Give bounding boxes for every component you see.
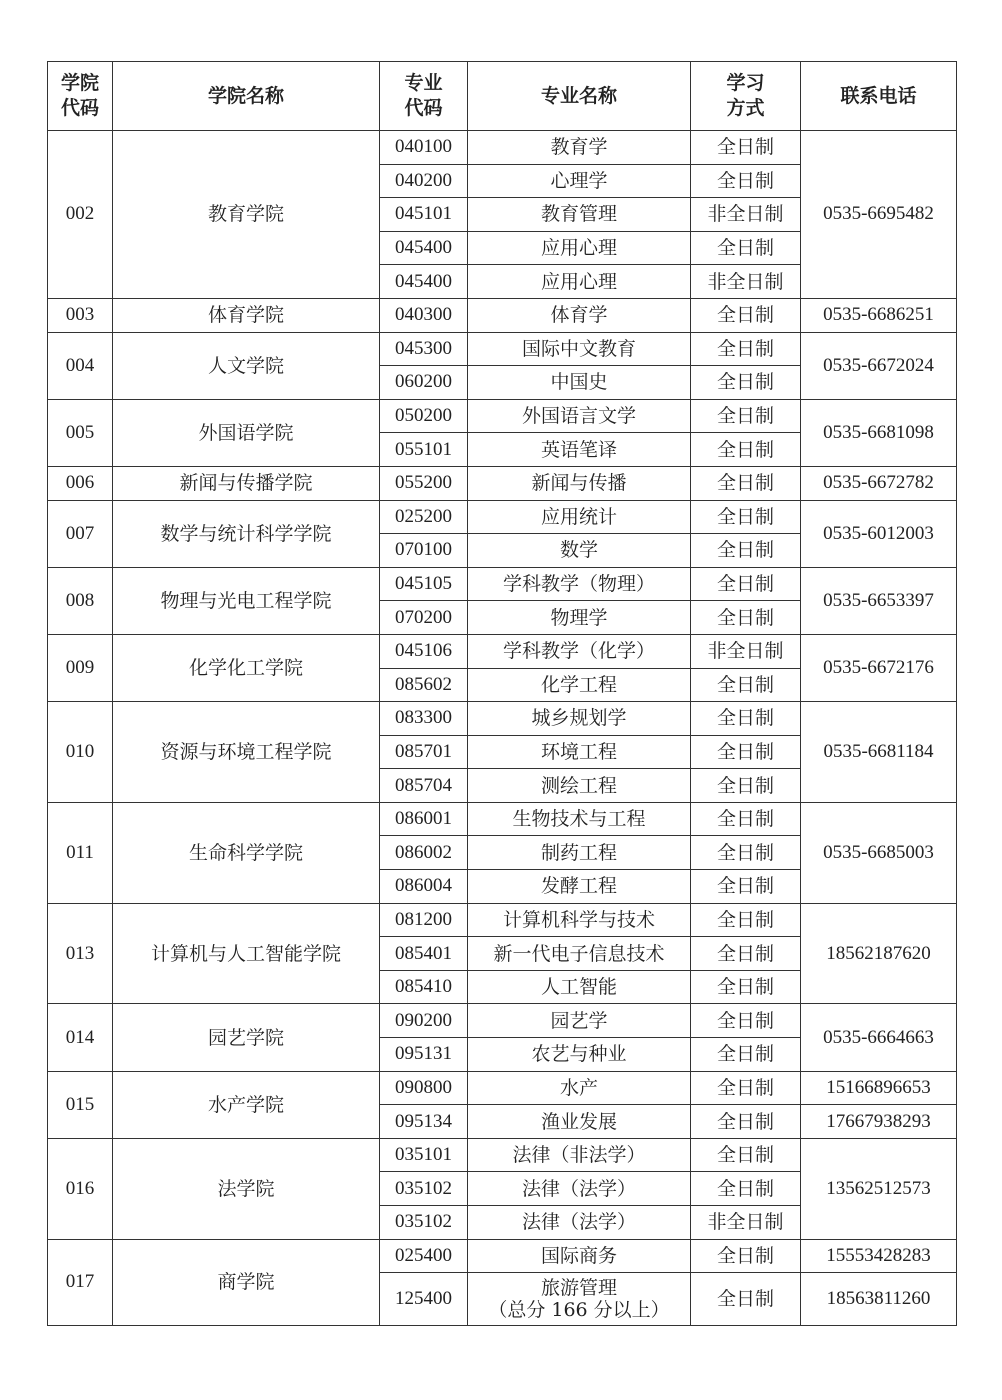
- college-name-cell: 计算机与人工智能学院: [113, 903, 380, 1004]
- study-mode-cell: 全日制: [691, 433, 801, 467]
- study-mode-cell: 全日制: [691, 500, 801, 534]
- phone-cell: 0535-6012003: [801, 500, 957, 567]
- major-name-cell: 制药工程: [468, 836, 691, 870]
- study-mode-cell: 全日制: [691, 1038, 801, 1072]
- college-name-cell: 数学与统计科学学院: [113, 500, 380, 567]
- college-code-cell: 011: [48, 802, 113, 903]
- study-mode-cell: 全日制: [691, 466, 801, 500]
- study-mode-cell: 全日制: [691, 702, 801, 736]
- college-code-cell: 003: [48, 298, 113, 332]
- college-code-cell: 002: [48, 131, 113, 299]
- major-code-cell: 035102: [380, 1172, 468, 1206]
- major-name-cell: 英语笔译: [468, 433, 691, 467]
- phone-cell: 0535-6685003: [801, 802, 957, 903]
- study-mode-cell: 全日制: [691, 870, 801, 904]
- college-code-cell: 006: [48, 466, 113, 500]
- study-mode-cell: 全日制: [691, 802, 801, 836]
- header-college-code: 学院 代码: [48, 62, 113, 131]
- study-mode-cell: 全日制: [691, 970, 801, 1004]
- header-row: [48, 62, 957, 131]
- table-row: [48, 802, 957, 836]
- college-name-cell: 水产学院: [113, 1071, 380, 1138]
- major-name-cell: 教育管理: [468, 198, 691, 232]
- major-code-cell: 045105: [380, 567, 468, 601]
- major-code-cell: 045300: [380, 332, 468, 366]
- major-name-cell: 城乡规划学: [468, 702, 691, 736]
- major-code-cell: 083300: [380, 702, 468, 736]
- study-mode-cell: 全日制: [691, 1004, 801, 1038]
- college-name-cell: 园艺学院: [113, 1004, 380, 1071]
- study-mode-cell: 全日制: [691, 164, 801, 198]
- study-mode-cell: 非全日制: [691, 198, 801, 232]
- college-name-cell: 外国语学院: [113, 399, 380, 466]
- major-name-cell: 心理学: [468, 164, 691, 198]
- major-name-cell: 应用心理: [468, 265, 691, 299]
- table-row: [48, 1071, 957, 1105]
- major-name-cell: 学科教学（化学）: [468, 634, 691, 668]
- table-row: [48, 131, 957, 165]
- phone-cell: 0535-6672176: [801, 634, 957, 701]
- major-name-cell: 新一代电子信息技术: [468, 937, 691, 971]
- major-code-cell: 095131: [380, 1038, 468, 1072]
- phone-cell: 0535-6695482: [801, 131, 957, 299]
- table-row: [48, 567, 957, 601]
- major-code-cell: 045400: [380, 265, 468, 299]
- college-name-cell: 商学院: [113, 1239, 380, 1326]
- study-mode-cell: 全日制: [691, 1105, 801, 1139]
- phone-cell: 13562512573: [801, 1138, 957, 1239]
- major-code-cell: 050200: [380, 399, 468, 433]
- study-mode-cell: 全日制: [691, 131, 801, 165]
- major-code-cell: 040200: [380, 164, 468, 198]
- table-row: [48, 634, 957, 668]
- major-code-cell: 045106: [380, 634, 468, 668]
- major-code-cell: 060200: [380, 366, 468, 400]
- college-code-cell: 009: [48, 634, 113, 701]
- college-code-cell: 017: [48, 1239, 113, 1326]
- study-mode-cell: 全日制: [691, 937, 801, 971]
- major-name-cell: 新闻与传播: [468, 466, 691, 500]
- phone-cell: 18562187620: [801, 903, 957, 1004]
- major-code-cell: 125400: [380, 1273, 468, 1326]
- major-name-cell: 外国语言文学: [468, 399, 691, 433]
- college-name-cell: 法学院: [113, 1138, 380, 1239]
- major-name-cell: 法律（法学）: [468, 1206, 691, 1240]
- major-name-cell: 应用统计: [468, 500, 691, 534]
- major-name-cell: 环境工程: [468, 735, 691, 769]
- major-name-cell: 学科教学（物理）: [468, 567, 691, 601]
- study-mode-cell: 全日制: [691, 769, 801, 803]
- header-major-name: 专业名称: [468, 62, 691, 131]
- major-code-cell: 086004: [380, 870, 468, 904]
- table-row: [48, 332, 957, 366]
- study-mode-cell: 全日制: [691, 534, 801, 568]
- phone-cell: 0535-6672782: [801, 466, 957, 500]
- study-mode-cell: 非全日制: [691, 634, 801, 668]
- major-name-cell: 农艺与种业: [468, 1038, 691, 1072]
- major-code-cell: 085410: [380, 970, 468, 1004]
- major-name-cell: 渔业发展: [468, 1105, 691, 1139]
- header-college-name: 学院名称: [113, 62, 380, 131]
- college-name-cell: 教育学院: [113, 131, 380, 299]
- major-code-cell: 055200: [380, 466, 468, 500]
- college-name-cell: 人文学院: [113, 332, 380, 399]
- phone-cell: 15166896653: [801, 1071, 957, 1105]
- college-name-cell: 资源与环境工程学院: [113, 702, 380, 803]
- study-mode-cell: 全日制: [691, 298, 801, 332]
- table-body: [48, 131, 957, 1326]
- major-code-cell: 070200: [380, 601, 468, 635]
- major-name-cell: 水产: [468, 1071, 691, 1105]
- major-name-cell: 教育学: [468, 131, 691, 165]
- table-row: [48, 702, 957, 736]
- college-code-cell: 005: [48, 399, 113, 466]
- table-row: [48, 903, 957, 937]
- major-code-cell: 035102: [380, 1206, 468, 1240]
- college-name-cell: 新闻与传播学院: [113, 466, 380, 500]
- table-row: [48, 1004, 957, 1038]
- major-code-cell: 045101: [380, 198, 468, 232]
- major-code-cell: 025200: [380, 500, 468, 534]
- college-name-cell: 化学化工学院: [113, 634, 380, 701]
- major-code-cell: 081200: [380, 903, 468, 937]
- study-mode-cell: 全日制: [691, 1071, 801, 1105]
- header-phone: 联系电话: [801, 62, 957, 131]
- study-mode-cell: 全日制: [691, 332, 801, 366]
- major-name-cell: 物理学: [468, 601, 691, 635]
- study-mode-cell: 非全日制: [691, 265, 801, 299]
- college-name-cell: 生命科学学院: [113, 802, 380, 903]
- header-major-code: 专业 代码: [380, 62, 468, 131]
- major-code-cell: 040100: [380, 131, 468, 165]
- major-code-cell: 085704: [380, 769, 468, 803]
- major-name-cell: 数学: [468, 534, 691, 568]
- table-row: [48, 1239, 957, 1273]
- major-code-cell: 035101: [380, 1138, 468, 1172]
- phone-cell: 17667938293: [801, 1105, 957, 1139]
- major-code-cell: 090800: [380, 1071, 468, 1105]
- study-mode-cell: 全日制: [691, 366, 801, 400]
- study-mode-cell: 全日制: [691, 567, 801, 601]
- major-name-cell: 国际商务: [468, 1239, 691, 1273]
- major-name-cell: 园艺学: [468, 1004, 691, 1038]
- major-code-cell: 045400: [380, 231, 468, 265]
- major-code-cell: 055101: [380, 433, 468, 467]
- major-code-cell: 025400: [380, 1239, 468, 1273]
- major-code-cell: 090200: [380, 1004, 468, 1038]
- study-mode-cell: 非全日制: [691, 1206, 801, 1240]
- major-name-cell: 国际中文教育: [468, 332, 691, 366]
- major-name-cell: 人工智能: [468, 970, 691, 1004]
- college-code-cell: 007: [48, 500, 113, 567]
- major-name-cell: 体育学: [468, 298, 691, 332]
- major-name-cell: 法律（非法学）: [468, 1138, 691, 1172]
- college-code-cell: 014: [48, 1004, 113, 1071]
- phone-cell: 0535-6686251: [801, 298, 957, 332]
- study-mode-cell: 全日制: [691, 601, 801, 635]
- phone-cell: 0535-6681098: [801, 399, 957, 466]
- major-name-cell: 计算机科学与技术: [468, 903, 691, 937]
- table-row: [48, 500, 957, 534]
- college-code-cell: 016: [48, 1138, 113, 1239]
- study-mode-cell: 全日制: [691, 1172, 801, 1206]
- major-code-cell: 085602: [380, 668, 468, 702]
- study-mode-cell: 全日制: [691, 399, 801, 433]
- major-name-cell: 化学工程: [468, 668, 691, 702]
- major-code-cell: 086002: [380, 836, 468, 870]
- major-code-cell: 040300: [380, 298, 468, 332]
- college-code-cell: 008: [48, 567, 113, 634]
- major-name-cell: 测绘工程: [468, 769, 691, 803]
- table-row: [48, 399, 957, 433]
- college-code-cell: 015: [48, 1071, 113, 1138]
- table-row: [48, 298, 957, 332]
- phone-cell: 0535-6653397: [801, 567, 957, 634]
- college-name-cell: 物理与光电工程学院: [113, 567, 380, 634]
- study-mode-cell: 全日制: [691, 1138, 801, 1172]
- major-code-cell: 085701: [380, 735, 468, 769]
- major-name-cell: 生物技术与工程: [468, 802, 691, 836]
- college-code-cell: 004: [48, 332, 113, 399]
- table-row: [48, 1138, 957, 1172]
- study-mode-cell: 全日制: [691, 1273, 801, 1326]
- table-row: [48, 466, 957, 500]
- study-mode-cell: 全日制: [691, 668, 801, 702]
- major-name-cell: 发酵工程: [468, 870, 691, 904]
- program-table: [47, 61, 957, 1326]
- major-name-cell: 旅游管理 （总分 166 分以上）: [468, 1273, 691, 1326]
- phone-cell: 15553428283: [801, 1239, 957, 1273]
- college-code-cell: 013: [48, 903, 113, 1004]
- header-study-mode: 学习 方式: [691, 62, 801, 131]
- college-name-cell: 体育学院: [113, 298, 380, 332]
- study-mode-cell: 全日制: [691, 836, 801, 870]
- phone-cell: 18563811260: [801, 1273, 957, 1326]
- major-code-cell: 085401: [380, 937, 468, 971]
- phone-cell: 0535-6681184: [801, 702, 957, 803]
- major-name-cell: 中国史: [468, 366, 691, 400]
- major-code-cell: 086001: [380, 802, 468, 836]
- study-mode-cell: 全日制: [691, 231, 801, 265]
- major-name-cell: 法律（法学）: [468, 1172, 691, 1206]
- study-mode-cell: 全日制: [691, 735, 801, 769]
- major-code-cell: 070100: [380, 534, 468, 568]
- study-mode-cell: 全日制: [691, 903, 801, 937]
- major-code-cell: 095134: [380, 1105, 468, 1139]
- study-mode-cell: 全日制: [691, 1239, 801, 1273]
- phone-cell: 0535-6664663: [801, 1004, 957, 1071]
- phone-cell: 0535-6672024: [801, 332, 957, 399]
- college-code-cell: 010: [48, 702, 113, 803]
- major-name-cell: 应用心理: [468, 231, 691, 265]
